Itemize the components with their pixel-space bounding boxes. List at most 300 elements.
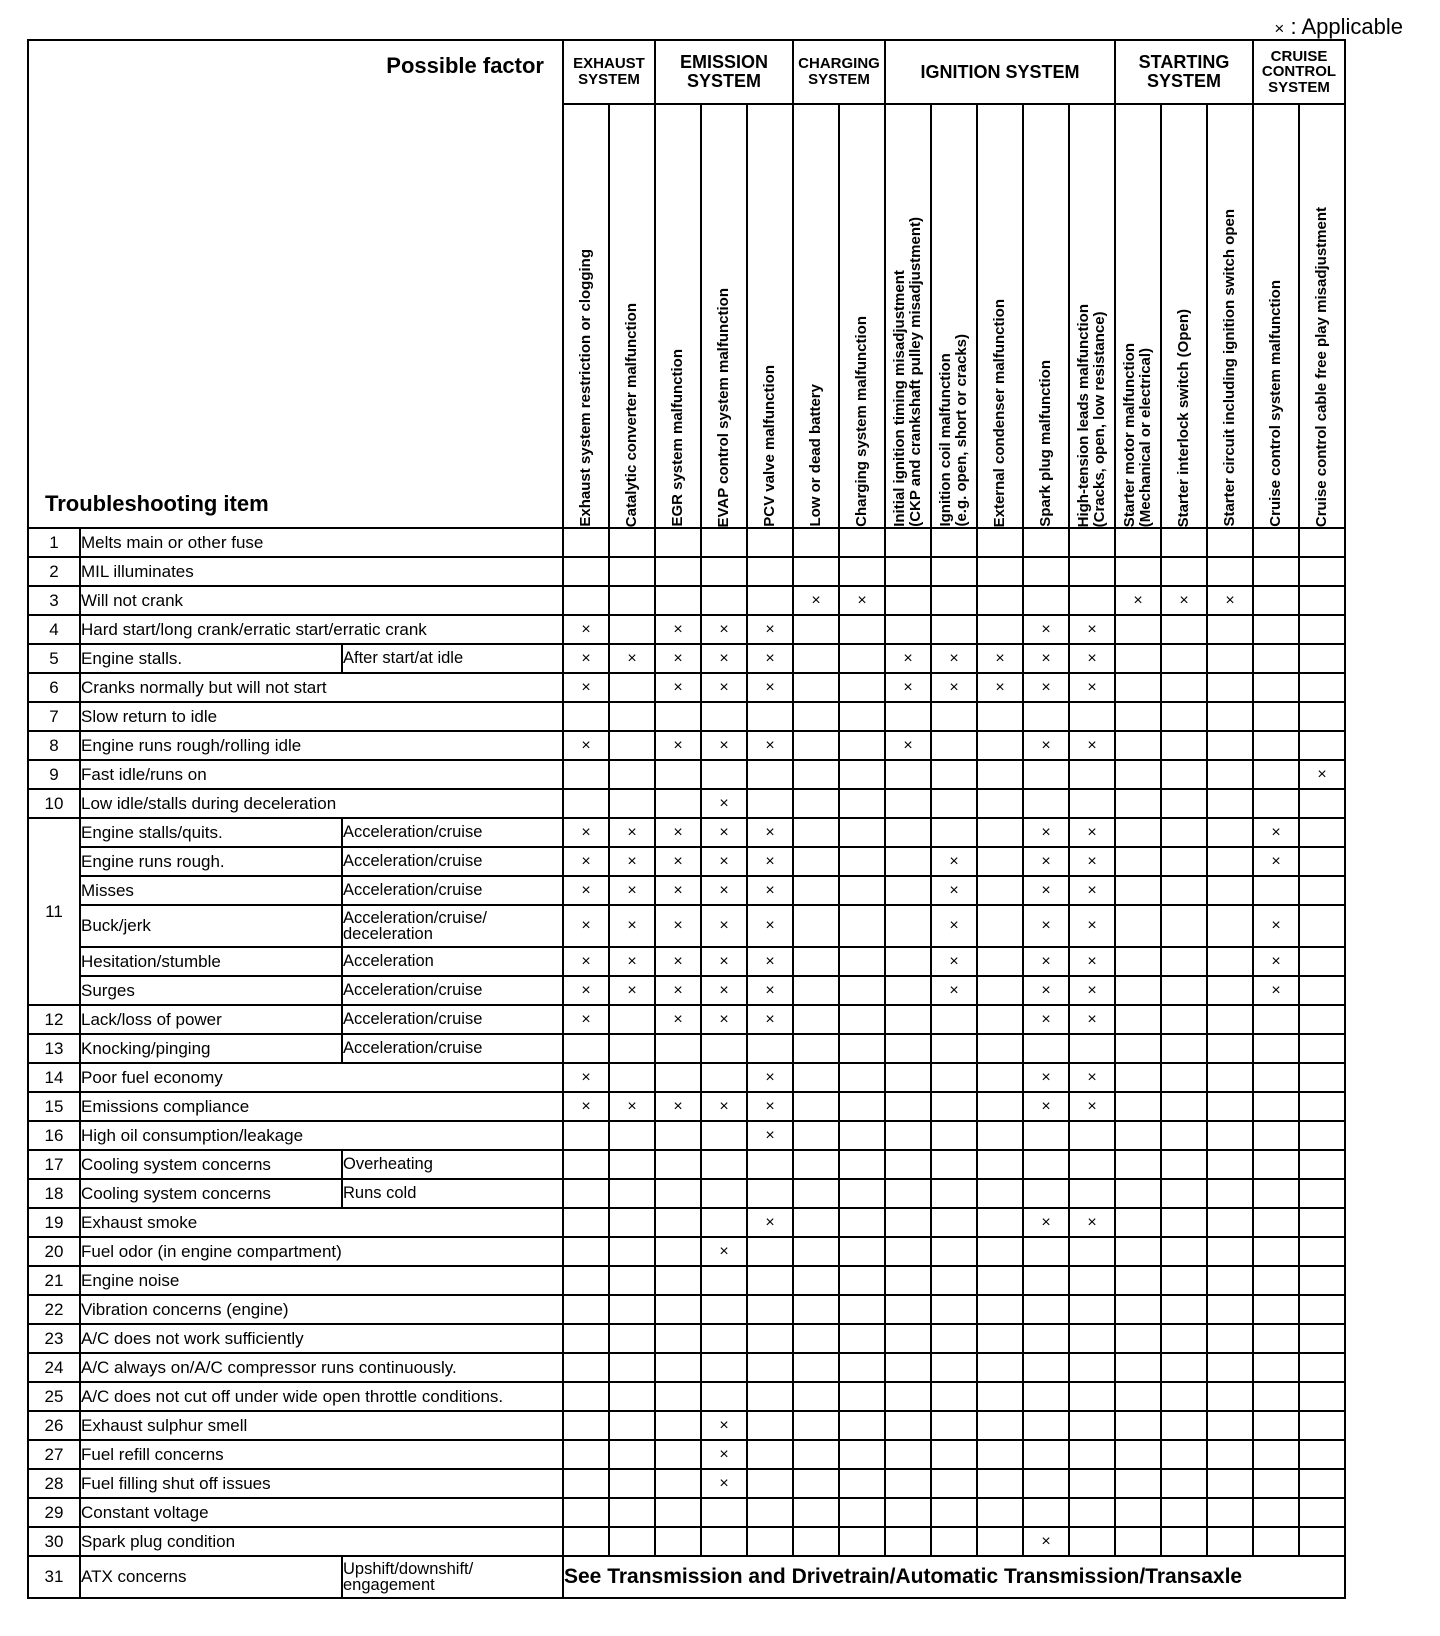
header-corner xyxy=(28,40,563,528)
empty-cell xyxy=(1115,673,1161,702)
empty-cell xyxy=(747,1237,793,1266)
empty-cell xyxy=(1023,702,1069,731)
empty-cell xyxy=(1161,1266,1207,1295)
factor-label: EGR system malfunction xyxy=(669,349,687,527)
condition: Acceleration/cruise xyxy=(342,876,563,905)
empty-cell xyxy=(931,1121,977,1150)
empty-cell xyxy=(1161,1295,1207,1324)
empty-cell xyxy=(839,789,885,818)
empty-cell xyxy=(1161,1237,1207,1266)
empty-cell xyxy=(701,557,747,586)
empty-cell xyxy=(1299,586,1345,615)
applicable-mark: × xyxy=(747,818,793,847)
empty-cell xyxy=(885,1150,931,1179)
empty-cell xyxy=(1115,702,1161,731)
empty-cell xyxy=(931,1237,977,1266)
applicable-mark: × xyxy=(1253,905,1299,947)
empty-cell xyxy=(563,1353,609,1382)
empty-cell xyxy=(655,1498,701,1527)
troubleshooting-item: Fast idle/runs on xyxy=(80,760,563,789)
applicable-mark: × xyxy=(1023,905,1069,947)
empty-cell xyxy=(1069,1179,1115,1208)
applicable-mark: × xyxy=(701,1411,747,1440)
row-number: 31 xyxy=(28,1556,80,1598)
applicable-mark: × xyxy=(1069,1208,1115,1237)
applicable-mark: × xyxy=(1069,1063,1115,1092)
empty-cell xyxy=(747,1411,793,1440)
empty-cell xyxy=(977,528,1023,557)
empty-cell xyxy=(1299,876,1345,905)
empty-cell xyxy=(1253,789,1299,818)
applicable-mark: × xyxy=(701,876,747,905)
troubleshooting-item-heading: Troubleshooting item xyxy=(45,491,269,516)
empty-cell xyxy=(1069,1150,1115,1179)
empty-cell xyxy=(655,1179,701,1208)
empty-cell xyxy=(793,1498,839,1527)
empty-cell xyxy=(793,673,839,702)
applicable-mark: × xyxy=(1161,586,1207,615)
row-number: 28 xyxy=(28,1469,80,1498)
applicable-mark: × xyxy=(655,947,701,976)
factor-header xyxy=(1069,104,1115,528)
applicable-mark: × xyxy=(609,1092,655,1121)
empty-cell xyxy=(609,1527,655,1556)
empty-cell xyxy=(1207,615,1253,644)
empty-cell xyxy=(655,1469,701,1498)
empty-cell xyxy=(1161,1324,1207,1353)
empty-cell xyxy=(1161,1527,1207,1556)
troubleshooting-item: Spark plug condition xyxy=(80,1527,563,1556)
applicable-mark: × xyxy=(931,976,977,1005)
empty-cell xyxy=(1161,1092,1207,1121)
empty-cell xyxy=(1161,615,1207,644)
empty-cell xyxy=(977,1324,1023,1353)
empty-cell xyxy=(839,1295,885,1324)
empty-cell xyxy=(977,1295,1023,1324)
factor-header xyxy=(655,104,701,528)
row-number: 15 xyxy=(28,1092,80,1121)
applicable-mark: × xyxy=(1069,976,1115,1005)
empty-cell xyxy=(609,1063,655,1092)
troubleshooting-item: Cooling system concerns xyxy=(80,1179,342,1208)
empty-cell xyxy=(1069,586,1115,615)
empty-cell xyxy=(701,1382,747,1411)
empty-cell xyxy=(885,1179,931,1208)
row-number: 7 xyxy=(28,702,80,731)
empty-cell xyxy=(839,615,885,644)
empty-cell xyxy=(1115,1121,1161,1150)
troubleshooting-item: Engine runs rough. xyxy=(80,847,342,876)
troubleshooting-item: Will not crank xyxy=(80,586,563,615)
factor-label: Cruise control system malfunction xyxy=(1267,280,1285,527)
empty-cell xyxy=(655,789,701,818)
empty-cell xyxy=(977,1092,1023,1121)
table-row xyxy=(28,1556,1345,1598)
empty-cell xyxy=(1299,1440,1345,1469)
empty-cell xyxy=(1161,905,1207,947)
empty-cell xyxy=(655,1527,701,1556)
empty-cell xyxy=(1299,1353,1345,1382)
applicable-mark: × xyxy=(1069,1005,1115,1034)
row-number: 8 xyxy=(28,731,80,760)
empty-cell xyxy=(1023,1237,1069,1266)
applicable-mark: × xyxy=(1115,586,1161,615)
empty-cell xyxy=(1161,1353,1207,1382)
applicable-mark: × xyxy=(747,976,793,1005)
empty-cell xyxy=(931,1353,977,1382)
applicable-mark: × xyxy=(563,818,609,847)
empty-cell xyxy=(1115,876,1161,905)
empty-cell xyxy=(609,702,655,731)
factor-group-header: EMISSION SYSTEM xyxy=(655,40,793,104)
empty-cell xyxy=(1161,644,1207,673)
empty-cell xyxy=(701,1498,747,1527)
factor-header xyxy=(563,104,609,528)
empty-cell xyxy=(1253,1150,1299,1179)
factor-header xyxy=(931,104,977,528)
empty-cell xyxy=(1161,1469,1207,1498)
empty-cell xyxy=(563,586,609,615)
troubleshooting-item: Lack/loss of power xyxy=(80,1005,342,1034)
empty-cell xyxy=(977,586,1023,615)
empty-cell xyxy=(931,702,977,731)
empty-cell xyxy=(885,1498,931,1527)
empty-cell xyxy=(977,905,1023,947)
empty-cell xyxy=(1299,1498,1345,1527)
empty-cell xyxy=(1207,702,1253,731)
empty-cell xyxy=(1253,1382,1299,1411)
applicable-mark: × xyxy=(931,905,977,947)
empty-cell xyxy=(563,1295,609,1324)
empty-cell xyxy=(1299,1005,1345,1034)
empty-cell xyxy=(609,673,655,702)
empty-cell xyxy=(931,1440,977,1469)
empty-cell xyxy=(655,702,701,731)
empty-cell xyxy=(1253,644,1299,673)
troubleshooting-item: Engine stalls/quits. xyxy=(80,818,342,847)
table-row xyxy=(28,1527,1345,1556)
applicable-mark: × xyxy=(563,644,609,673)
table-row xyxy=(28,702,1345,731)
troubleshooting-item: Cranks normally but will not start xyxy=(80,673,563,702)
empty-cell xyxy=(839,528,885,557)
applicable-mark: × xyxy=(747,615,793,644)
troubleshooting-item: High oil consumption/leakage xyxy=(80,1121,563,1150)
factor-header xyxy=(885,104,931,528)
empty-cell xyxy=(1069,557,1115,586)
empty-cell xyxy=(1115,1440,1161,1469)
troubleshooting-item: ATX concerns xyxy=(80,1556,342,1598)
empty-cell xyxy=(1115,1092,1161,1121)
empty-cell xyxy=(839,847,885,876)
empty-cell xyxy=(839,1005,885,1034)
empty-cell xyxy=(931,1150,977,1179)
table-row xyxy=(28,1063,1345,1092)
applicable-mark: × xyxy=(839,586,885,615)
empty-cell xyxy=(793,876,839,905)
factor-label: Starter motor malfunction (Mechanical or electrical) xyxy=(1121,342,1154,527)
empty-cell xyxy=(701,702,747,731)
empty-cell xyxy=(1299,615,1345,644)
empty-cell xyxy=(655,1324,701,1353)
table-row xyxy=(28,586,1345,615)
empty-cell xyxy=(1207,1295,1253,1324)
applicable-mark: × xyxy=(655,876,701,905)
empty-cell xyxy=(609,1440,655,1469)
empty-cell xyxy=(1161,1150,1207,1179)
applicable-mark: × xyxy=(931,847,977,876)
empty-cell xyxy=(1023,1469,1069,1498)
applicable-mark: × xyxy=(563,876,609,905)
empty-cell xyxy=(1207,818,1253,847)
empty-cell xyxy=(1115,1063,1161,1092)
applicable-mark: × xyxy=(1253,947,1299,976)
empty-cell xyxy=(931,731,977,760)
troubleshooting-item: Cooling system concerns xyxy=(80,1150,342,1179)
row-number: 27 xyxy=(28,1440,80,1469)
empty-cell xyxy=(747,760,793,789)
factor-group-header: STARTING SYSTEM xyxy=(1115,40,1253,104)
troubleshooting-item: Engine stalls. xyxy=(80,644,342,673)
table-row xyxy=(28,976,1345,1005)
condition: Overheating xyxy=(342,1150,563,1179)
empty-cell xyxy=(1115,1005,1161,1034)
table-row xyxy=(28,1440,1345,1469)
applicable-mark: × xyxy=(977,644,1023,673)
empty-cell xyxy=(793,1063,839,1092)
applicable-mark: × xyxy=(1069,818,1115,847)
empty-cell xyxy=(793,847,839,876)
empty-cell xyxy=(885,1121,931,1150)
empty-cell xyxy=(1207,905,1253,947)
empty-cell xyxy=(747,1034,793,1063)
empty-cell xyxy=(701,1063,747,1092)
empty-cell xyxy=(793,1353,839,1382)
condition: Acceleration xyxy=(342,947,563,976)
empty-cell xyxy=(885,1034,931,1063)
empty-cell xyxy=(563,1382,609,1411)
empty-cell xyxy=(885,1295,931,1324)
legend-symbol: × xyxy=(1274,19,1285,38)
applicable-mark: × xyxy=(747,644,793,673)
table-row xyxy=(28,644,1345,673)
empty-cell xyxy=(1299,1411,1345,1440)
empty-cell xyxy=(563,1150,609,1179)
empty-cell xyxy=(793,1121,839,1150)
empty-cell xyxy=(931,1034,977,1063)
empty-cell xyxy=(931,1179,977,1208)
empty-cell xyxy=(747,789,793,818)
row-number: 6 xyxy=(28,673,80,702)
row-number: 25 xyxy=(28,1382,80,1411)
empty-cell xyxy=(977,1440,1023,1469)
table-row xyxy=(28,1382,1345,1411)
applicable-mark: × xyxy=(609,818,655,847)
table-row xyxy=(28,1469,1345,1498)
applicable-mark: × xyxy=(931,947,977,976)
empty-cell xyxy=(1253,615,1299,644)
table-row xyxy=(28,1150,1345,1179)
empty-cell xyxy=(885,1353,931,1382)
empty-cell xyxy=(885,528,931,557)
applicable-mark: × xyxy=(1023,615,1069,644)
applicable-mark: × xyxy=(609,976,655,1005)
empty-cell xyxy=(793,1034,839,1063)
empty-cell xyxy=(609,1179,655,1208)
row-number: 17 xyxy=(28,1150,80,1179)
empty-cell xyxy=(793,1440,839,1469)
empty-cell xyxy=(747,1150,793,1179)
empty-cell xyxy=(839,1440,885,1469)
table-row xyxy=(28,1208,1345,1237)
empty-cell xyxy=(885,947,931,976)
applicable-mark: × xyxy=(563,1092,609,1121)
row-number: 29 xyxy=(28,1498,80,1527)
applicable-mark: × xyxy=(655,847,701,876)
empty-cell xyxy=(1299,644,1345,673)
applicable-mark: × xyxy=(701,947,747,976)
empty-cell xyxy=(563,1324,609,1353)
empty-cell xyxy=(747,1382,793,1411)
empty-cell xyxy=(563,760,609,789)
empty-cell xyxy=(655,1382,701,1411)
empty-cell xyxy=(1207,1092,1253,1121)
empty-cell xyxy=(1207,876,1253,905)
empty-cell xyxy=(1115,557,1161,586)
empty-cell xyxy=(793,1179,839,1208)
empty-cell xyxy=(1115,905,1161,947)
empty-cell xyxy=(1207,673,1253,702)
applicable-mark: × xyxy=(563,976,609,1005)
applicable-mark: × xyxy=(747,876,793,905)
empty-cell xyxy=(1253,1469,1299,1498)
row-number: 18 xyxy=(28,1179,80,1208)
empty-cell xyxy=(701,1208,747,1237)
empty-cell xyxy=(885,1266,931,1295)
factor-label: Charging system malfunction xyxy=(853,316,871,527)
empty-cell xyxy=(885,586,931,615)
troubleshooting-item: Poor fuel economy xyxy=(80,1063,563,1092)
empty-cell xyxy=(1161,1382,1207,1411)
empty-cell xyxy=(701,528,747,557)
empty-cell xyxy=(1253,1353,1299,1382)
empty-cell xyxy=(1253,1266,1299,1295)
empty-cell xyxy=(563,528,609,557)
empty-cell xyxy=(1069,760,1115,789)
empty-cell xyxy=(885,905,931,947)
empty-cell xyxy=(931,1411,977,1440)
empty-cell xyxy=(931,760,977,789)
empty-cell xyxy=(793,1208,839,1237)
factor-header xyxy=(1253,104,1299,528)
row-number: 9 xyxy=(28,760,80,789)
empty-cell xyxy=(793,1295,839,1324)
empty-cell xyxy=(885,1237,931,1266)
applicable-mark: × xyxy=(1069,1092,1115,1121)
empty-cell xyxy=(1115,818,1161,847)
empty-cell xyxy=(1161,1440,1207,1469)
empty-cell xyxy=(977,847,1023,876)
troubleshooting-item: Knocking/pinging xyxy=(80,1034,342,1063)
empty-cell xyxy=(1161,702,1207,731)
empty-cell xyxy=(1115,1237,1161,1266)
empty-cell xyxy=(977,818,1023,847)
empty-cell xyxy=(1161,789,1207,818)
empty-cell xyxy=(1299,1266,1345,1295)
empty-cell xyxy=(839,976,885,1005)
empty-cell xyxy=(1023,1034,1069,1063)
empty-cell xyxy=(655,1121,701,1150)
empty-cell xyxy=(1253,1527,1299,1556)
empty-cell xyxy=(1299,702,1345,731)
empty-cell xyxy=(609,586,655,615)
empty-cell xyxy=(793,1324,839,1353)
factor-group-header: IGNITION SYSTEM xyxy=(885,40,1115,104)
empty-cell xyxy=(747,1179,793,1208)
empty-cell xyxy=(1161,876,1207,905)
empty-cell xyxy=(1069,1266,1115,1295)
applicable-mark: × xyxy=(701,644,747,673)
empty-cell xyxy=(977,731,1023,760)
factor-header xyxy=(701,104,747,528)
empty-cell xyxy=(977,557,1023,586)
applicable-mark: × xyxy=(563,847,609,876)
empty-cell xyxy=(839,1179,885,1208)
empty-cell xyxy=(1299,1527,1345,1556)
empty-cell xyxy=(701,1150,747,1179)
empty-cell xyxy=(977,1527,1023,1556)
empty-cell xyxy=(977,1034,1023,1063)
empty-cell xyxy=(1253,1005,1299,1034)
empty-cell xyxy=(885,1440,931,1469)
empty-cell xyxy=(977,1179,1023,1208)
applicable-mark: × xyxy=(747,905,793,947)
empty-cell xyxy=(885,1005,931,1034)
empty-cell xyxy=(793,760,839,789)
empty-cell xyxy=(563,702,609,731)
factor-label: External condenser malfunction xyxy=(991,298,1009,527)
empty-cell xyxy=(977,1382,1023,1411)
empty-cell xyxy=(609,1266,655,1295)
empty-cell xyxy=(1299,1208,1345,1237)
factor-header xyxy=(1207,104,1253,528)
empty-cell xyxy=(1207,1353,1253,1382)
empty-cell xyxy=(839,557,885,586)
empty-cell xyxy=(609,760,655,789)
empty-cell xyxy=(1069,1295,1115,1324)
applicable-mark: × xyxy=(747,847,793,876)
applicable-mark: × xyxy=(1023,876,1069,905)
applicable-mark: × xyxy=(1023,1063,1069,1092)
empty-cell xyxy=(1253,673,1299,702)
applicable-mark: × xyxy=(1069,905,1115,947)
empty-cell xyxy=(885,557,931,586)
table-row xyxy=(28,615,1345,644)
applicable-mark: × xyxy=(747,673,793,702)
empty-cell xyxy=(1161,847,1207,876)
empty-cell xyxy=(793,1266,839,1295)
table-row xyxy=(28,818,1345,847)
factor-header xyxy=(1161,104,1207,528)
row-number: 21 xyxy=(28,1266,80,1295)
empty-cell xyxy=(1115,1324,1161,1353)
empty-cell xyxy=(793,905,839,947)
empty-cell xyxy=(701,1324,747,1353)
empty-cell xyxy=(1299,528,1345,557)
empty-cell xyxy=(1115,1150,1161,1179)
empty-cell xyxy=(839,876,885,905)
empty-cell xyxy=(609,789,655,818)
